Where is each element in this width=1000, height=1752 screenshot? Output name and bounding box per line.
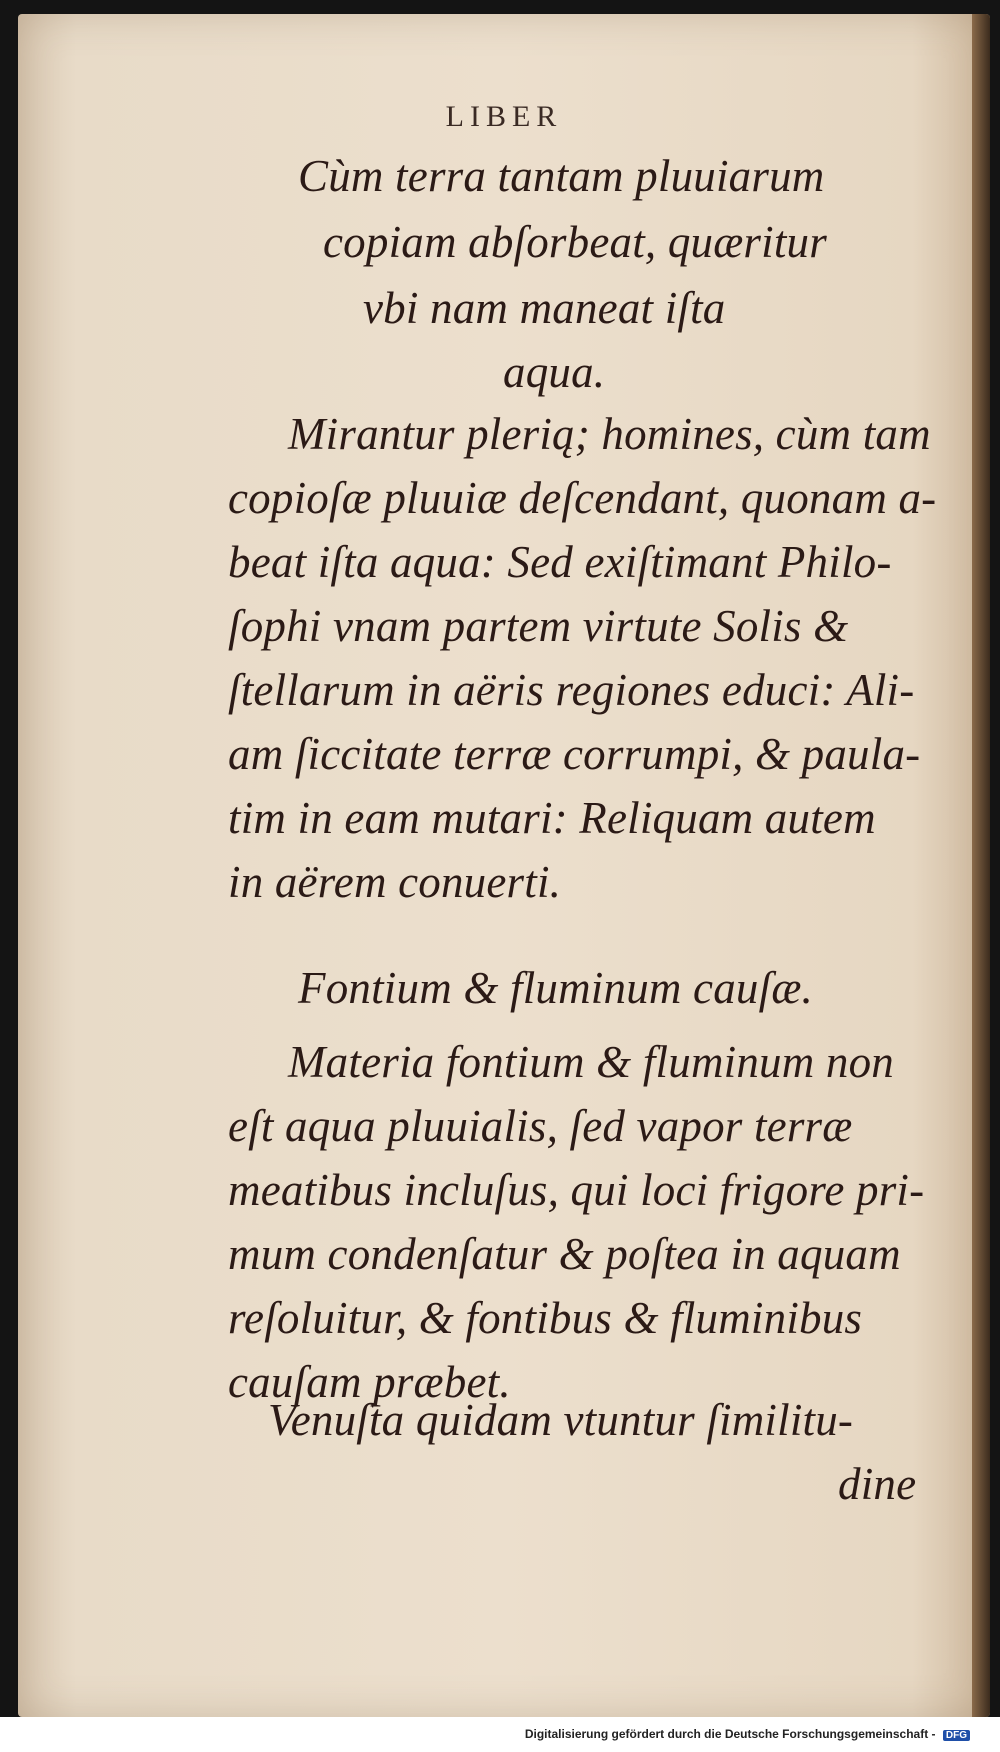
section1-body-line: ſtellarum in aëris regiones educi: Ali-: [228, 665, 915, 715]
credit-text: Digitalisierung gefördert durch die Deutsche Forschungsgemeinschaft -: [524, 1727, 936, 1741]
footer-credit: [525, 1727, 970, 1741]
section1-body-line: ſophi vnam partem virtute Solis &: [228, 601, 849, 651]
dfg-logo: DFG: [943, 1730, 970, 1741]
section1-body-line: beat iſta aqua: Sed exiſtimant Philo-: [228, 537, 892, 587]
running-head: LIBER: [445, 100, 563, 133]
footer-bar: [0, 1717, 1000, 1752]
section2-body-line: reſoluitur, & fontibus & fluminibus: [228, 1293, 863, 1343]
book-page: [18, 14, 990, 1717]
section1-body-line: copioſæ pluuiæ deſcendant, quonam a-: [228, 473, 937, 523]
section1-heading-line: aqua.: [503, 347, 606, 397]
section2-body-line: cauſam præbet.: [228, 1357, 511, 1407]
section1-heading-line: copiam abſorbeat, quæritur: [323, 217, 827, 267]
section1-body-line: am ſiccitate terræ corrumpi, & paula-: [228, 729, 921, 779]
section1-heading-line: Cùm terra tantam pluuiarum: [298, 151, 825, 201]
section2-body-line: mum condenſatur & poſtea in aquam: [228, 1229, 901, 1279]
section2-heading: Fontium & fluminum cauſæ.: [298, 963, 813, 1013]
page-text: [18, 14, 990, 1717]
section3-body-line: Venuſta quidam vtuntur ſimilitu-: [268, 1395, 854, 1445]
section2-body-line: meatibus incluſus, qui loci frigore pri-: [228, 1165, 925, 1215]
section1-heading-line: vbi nam maneat iſta: [363, 283, 726, 333]
section2-body-line: Materia fontium & fluminum non: [288, 1037, 894, 1087]
section1-body-line: tim in eam mutari: Reliquam autem: [228, 793, 876, 843]
section1-body-line: Mirantur plerią; homines, cùm tam: [288, 409, 931, 459]
catchword: dine: [838, 1459, 917, 1509]
section1-body-line: in aërem conuerti.: [228, 857, 562, 907]
section2-body-line: eſt aqua pluuialis, ſed vapor terræ: [228, 1101, 853, 1151]
